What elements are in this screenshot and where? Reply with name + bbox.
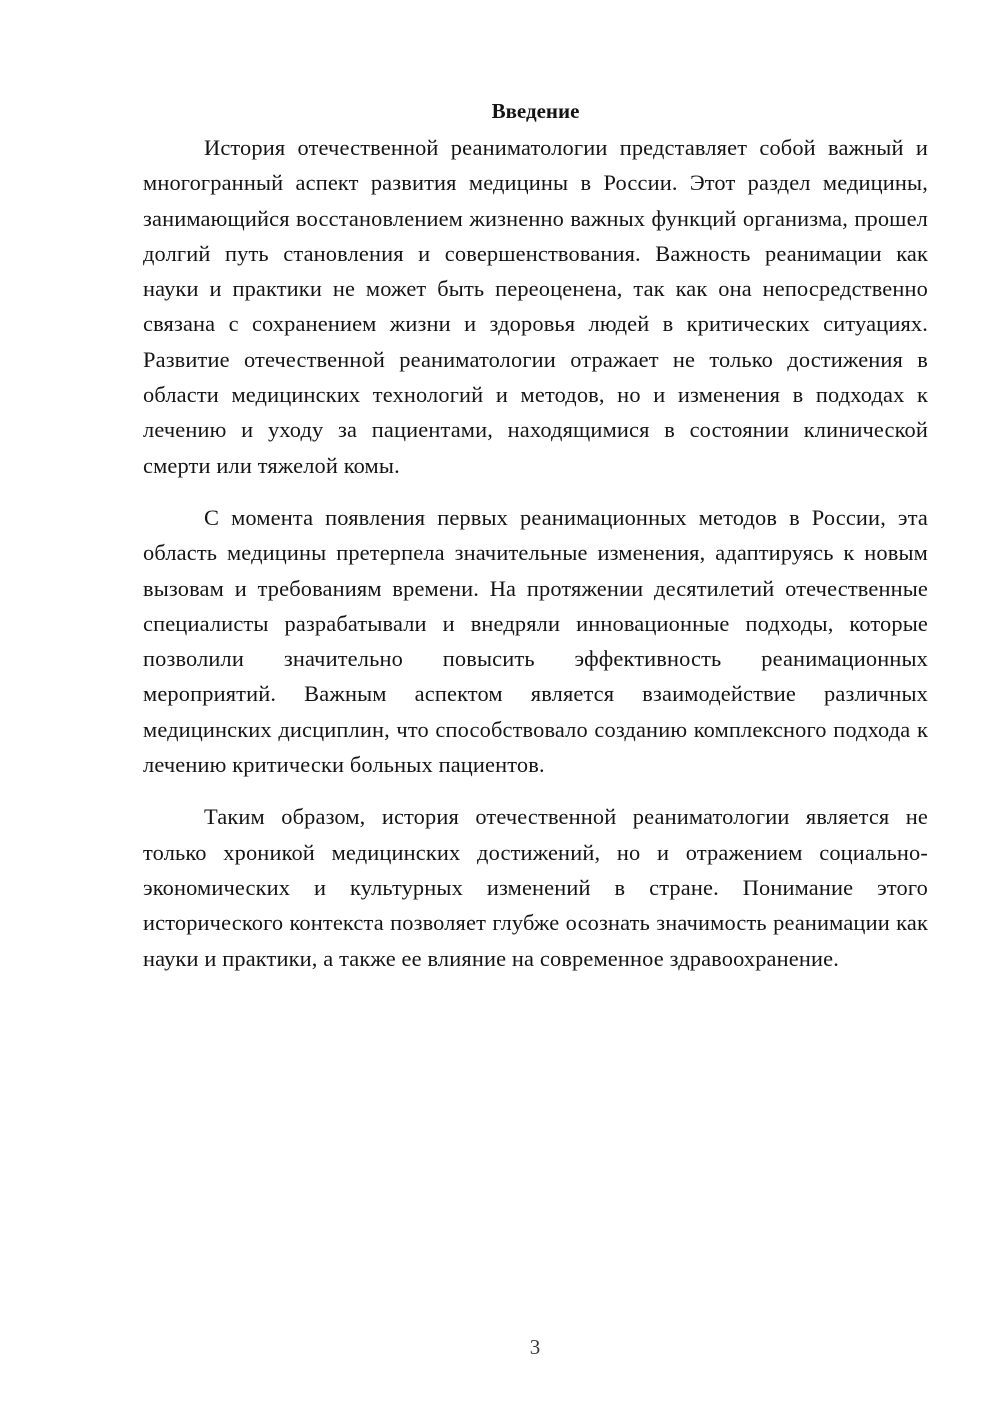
- paragraph-2: С момента появления первых реанимационных методов в России, эта область медицины претерпела значительные изменения, адаптируясь к новым вызовам и требованиям времени. На протяжении десятилетий отечественные специалисты разрабатывали и внедряли инновационные подходы, которые позволили значительно повысить эффективность реанимационных мероприятий. Важным аспектом является взаимодействие различных медицинских дисциплин, что способствовало созданию комплексного подхода к лечению критически больных пациентов.: [143, 504, 928, 778]
- paragraph-3: Таким образом, история отечественной реаниматологии является не только хроникой медицинских достижений, но и отражением социально-экономических и культурных изменений в стране. Понимание этого исторического контекста позволяет глубже осознать значимость реанимации как науки и практики, а также ее влияние на современное здравоохранение.: [143, 804, 928, 971]
- page-number: 3: [529, 1335, 541, 1359]
- paragraph-1: История отечественной реаниматологии представляет собой важный и многогранный аспект развития медицины в России. Этот раздел медицины, занимающийся восстановлением жизненно важных функций организма, прошел долгий путь становления и совершенствования. Важность реанимации как науки и практики не может быть переоценена, так как она непосредственно связана с сохранением жизни и здоровья людей в критических ситуациях. Развитие отечественной реаниматологии отражает не только достижения в области медицинских технологий и методов, но и изменения в подходах к лечению и уходу за пациентами, находящимися в состоянии клинической смерти или тяжелой комы.: [143, 135, 928, 478]
- document-body: [143, 96, 928, 993]
- section-heading: Введение: [491, 99, 580, 123]
